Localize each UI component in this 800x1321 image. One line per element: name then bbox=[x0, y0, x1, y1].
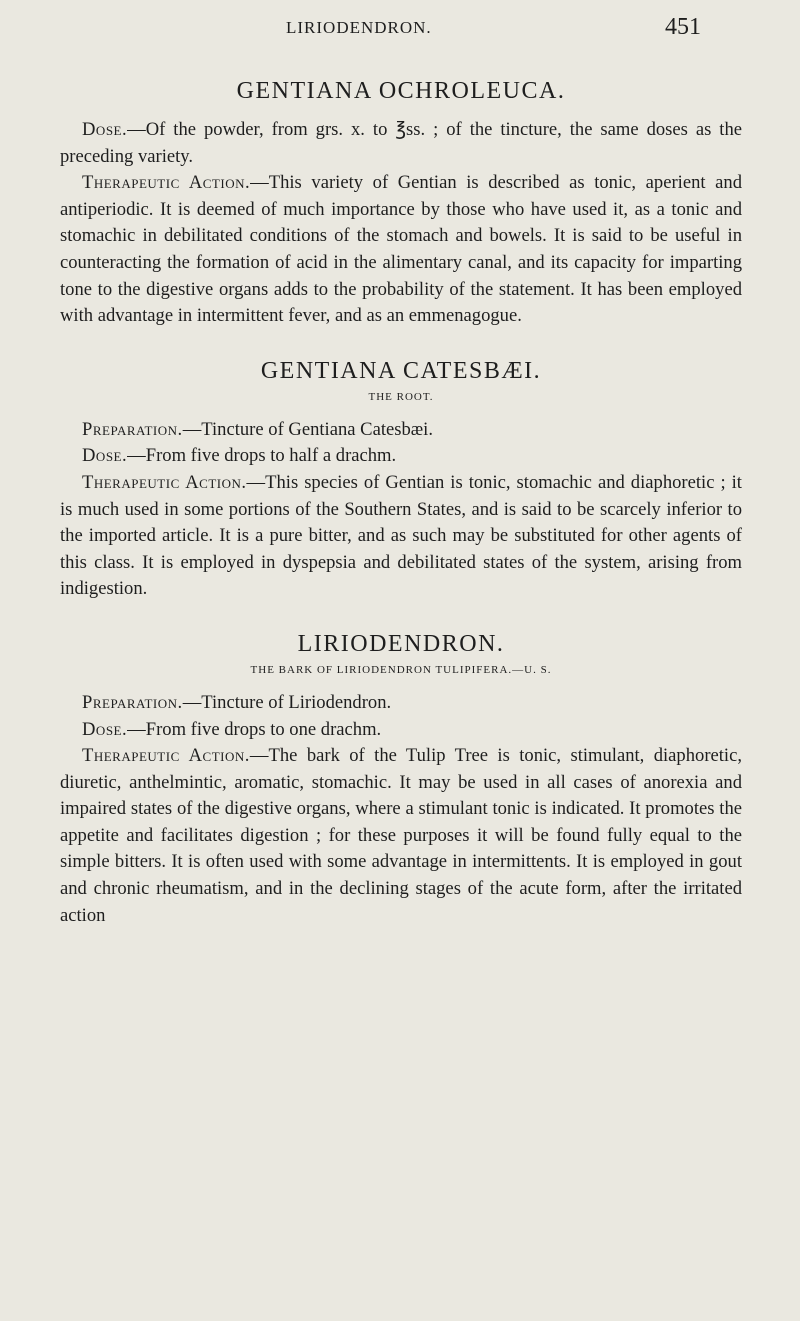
dose-paragraph bbox=[60, 117, 742, 170]
paragraph-label: Therapeutic Action. bbox=[82, 471, 247, 493]
running-title: LIRIODENDRON. bbox=[286, 18, 432, 37]
page-body bbox=[60, 78, 742, 957]
preparation-paragraph bbox=[60, 690, 742, 717]
paragraph-text: —From five drops to one drachm. bbox=[127, 718, 382, 740]
paragraph-text: —This species of Gentian is tonic, stomachic and diaphoretic ; it is much used in some portions of the Southern States, and is said to be scarcely inferior to the imported article. It is a pure bitter, and as such may be substituted for other agents of this class. It is employed in dyspepsia and debilitated states of the system, arising from indigestion. bbox=[60, 471, 742, 600]
dose-paragraph bbox=[60, 443, 742, 470]
paragraph-text: —Tincture of Liriodendron. bbox=[182, 691, 392, 713]
paragraph-label: Therapeutic Action. bbox=[82, 172, 251, 194]
section-liriodendron bbox=[60, 631, 742, 929]
preparation-paragraph bbox=[60, 417, 742, 444]
running-head bbox=[0, 14, 800, 44]
paragraph-label: Dose. bbox=[82, 718, 128, 740]
section-subheading: THE ROOT. bbox=[368, 390, 434, 403]
paragraph-text: —Of the powder, from grs. x. to ℥ss. ; of the tincture, the same doses as the preceding variety. bbox=[60, 119, 742, 167]
section-heading: GENTIANA CATESBÆI. bbox=[260, 357, 542, 384]
section-heading: LIRIODENDRON. bbox=[297, 630, 505, 657]
therapeutic-action-paragraph bbox=[60, 470, 742, 603]
page-number: 451 bbox=[665, 14, 701, 40]
paragraph-text: —Tincture of Gentiana Catesbæi. bbox=[182, 418, 433, 440]
paragraph-text: —The bark of the Tulip Tree is tonic, stimulant, diaphoretic, diuretic, anthelmintic, aromatic, stomachic. It may be used in all cases of anorexia and impaired states of the digestive organs, where a stimulant tonic is indicated. It promotes the appetite and facilitates digestion ; for these purposes it will be found fully equal to the simple bitters. It is often used with some advantage in intermittents. It is employed in gout and chronic rheumatism, and in the declining stages of the acute form, after the irritated action bbox=[60, 745, 742, 926]
section-gentiana-ochroleuca bbox=[60, 78, 742, 330]
paragraph-label: Preparation. bbox=[82, 691, 183, 713]
therapeutic-action-paragraph bbox=[60, 170, 742, 330]
dose-paragraph bbox=[60, 717, 742, 744]
paragraph-label: Therapeutic Action. bbox=[82, 745, 250, 767]
section-gentiana-catesbaei bbox=[60, 358, 742, 603]
section-heading: GENTIANA OCHROLEUCA. bbox=[236, 78, 566, 104]
paragraph-label: Dose. bbox=[82, 445, 128, 467]
paragraph-text: —This variety of Gentian is described as tonic, aperient and antiperiodic. It is deemed of much importance by those who have used it, as a tonic and stomachic in debilitated conditions of the stomach and bowels. It is said to be useful in counteracting the formation of acid in the alimentary canal, and its capacity for imparting tone to the digestive organs adds to the probability of the statement. It has been employed with advantage in intermittent fever, and as an emmenagogue. bbox=[60, 172, 742, 327]
paragraph-text: —From five drops to half a drachm. bbox=[127, 445, 397, 467]
paragraph-label: Dose. bbox=[82, 119, 128, 140]
section-subheading: THE BARK OF LIRIODENDRON TULIPIFERA.—U. S. bbox=[250, 663, 552, 676]
paragraph-label: Preparation. bbox=[82, 418, 183, 440]
therapeutic-action-paragraph bbox=[60, 743, 742, 929]
